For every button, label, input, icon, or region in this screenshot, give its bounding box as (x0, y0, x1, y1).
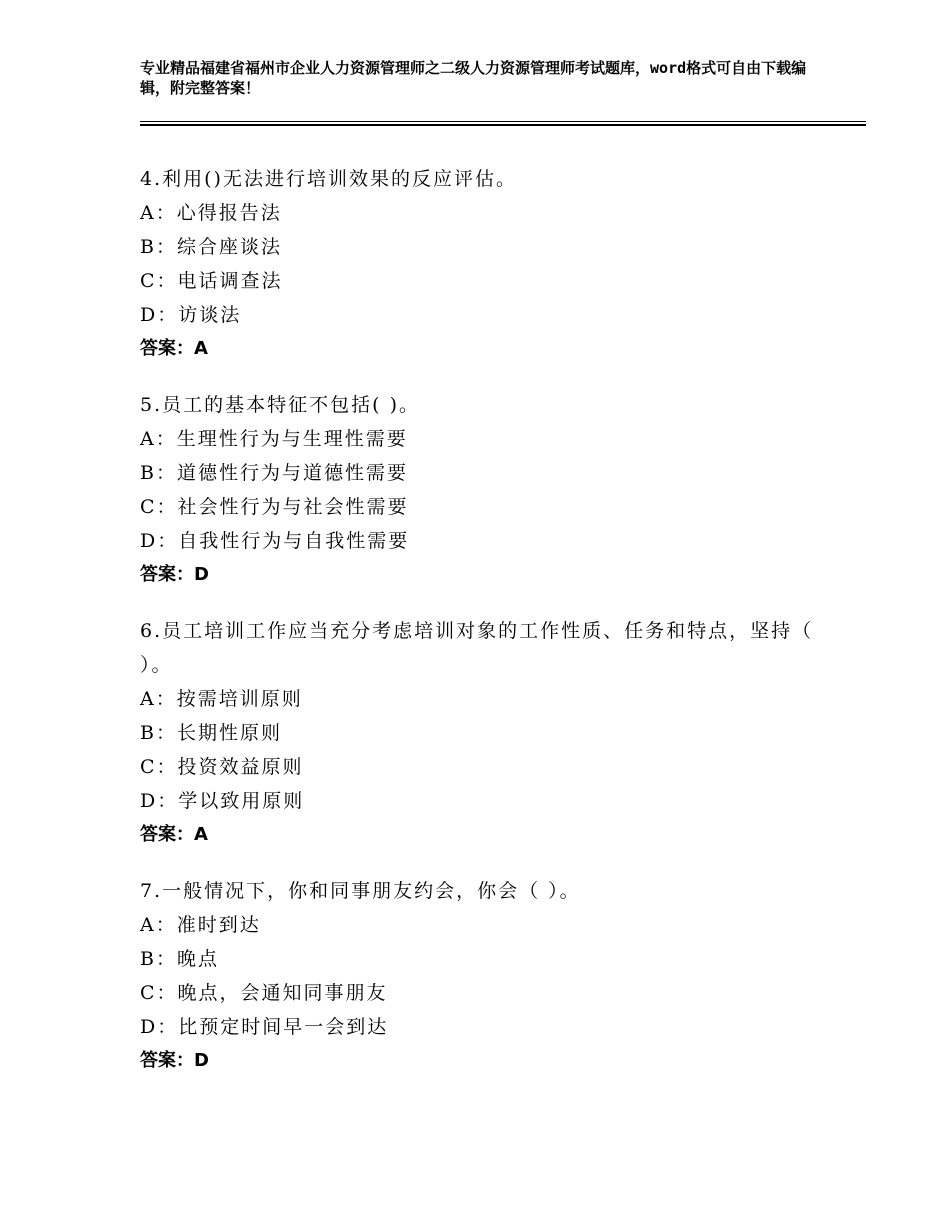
option-b: B：综合座谈法 (140, 236, 282, 258)
option-d: D：学以致用原则 (140, 790, 305, 812)
option-b: B：长期性原则 (140, 722, 282, 744)
question-list (140, 162, 840, 1100)
option-a: A：按需培训原则 (140, 688, 303, 710)
answer-line: 答案：A (140, 824, 208, 845)
option-d: D：自我性行为与自我性需要 (140, 530, 410, 552)
option-a: A：生理性行为与生理性需要 (140, 428, 408, 450)
header-rule-thick (140, 124, 866, 126)
question-title: 4.利用()无法进行培训效果的反应评估。 (140, 168, 517, 190)
question-6 (140, 614, 840, 852)
question-5 (140, 388, 840, 592)
option-a: A：准时到达 (140, 914, 261, 936)
option-c: C：投资效益原则 (140, 756, 304, 778)
answer-line: 答案：A (140, 338, 208, 359)
question-4 (140, 162, 840, 366)
question-title: 6.员工培训工作应当充分考虑培训对象的工作性质、任务和特点，坚持（ ）。 (140, 620, 814, 676)
option-b: B：晚点 (140, 948, 219, 970)
answer-line: 答案：D (140, 1050, 209, 1071)
option-c: C：晚点，会通知同事朋友 (140, 982, 388, 1004)
option-a: A：心得报告法 (140, 202, 282, 224)
question-title: 5.员工的基本特征不包括( )。 (140, 394, 420, 416)
answer-line: 答案：D (140, 564, 209, 585)
option-c: C：电话调查法 (140, 270, 283, 292)
question-7 (140, 874, 840, 1078)
option-d: D：比预定时间早一会到达 (140, 1016, 389, 1038)
question-title: 7.一般情况下，你和同事朋友约会，你会（ ）。 (140, 880, 581, 902)
option-b: B：道德性行为与道德性需要 (140, 462, 408, 484)
option-c: C：社会性行为与社会性需要 (140, 496, 409, 518)
document-header: 专业精品福建省福州市企业人力资源管理师之二级人力资源管理师考试题库，word格式可自由下载编辑，附完整答案！ (140, 59, 807, 97)
option-d: D：访谈法 (140, 304, 242, 326)
header-rule-thin (140, 121, 866, 122)
